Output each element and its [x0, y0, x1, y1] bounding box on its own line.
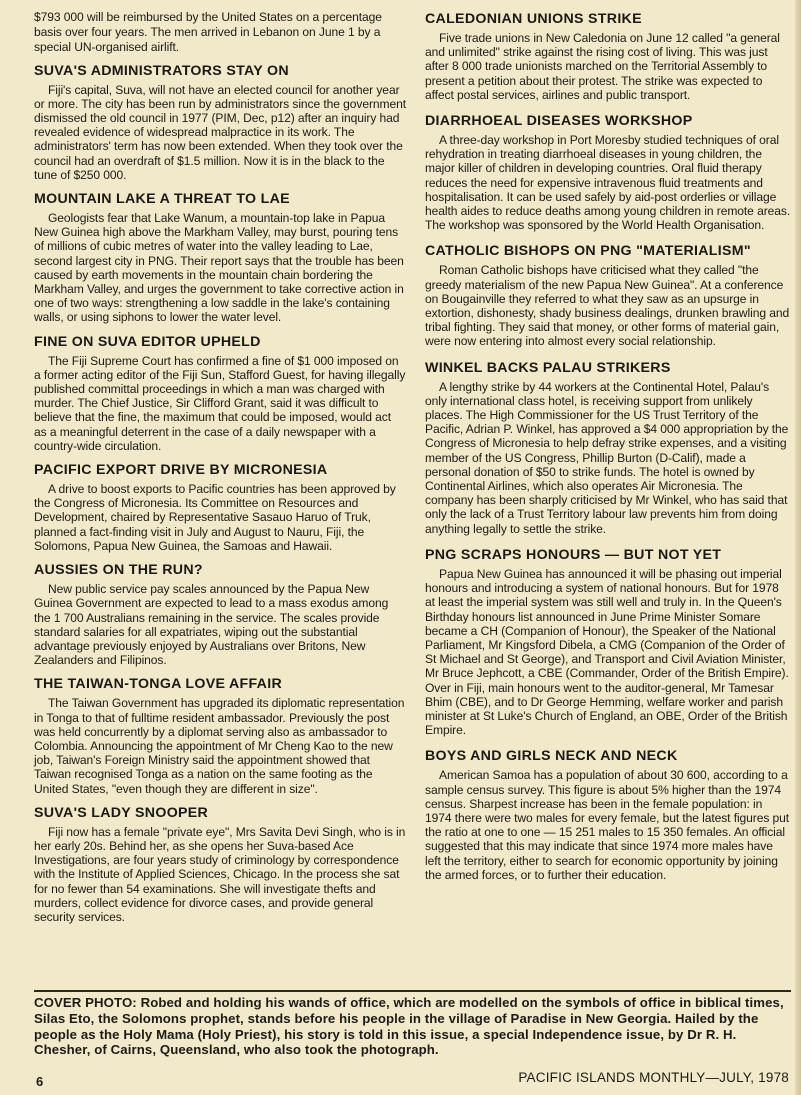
page-edge [795, 0, 801, 1095]
article-diarrhoeal-workshop [425, 112, 791, 232]
article-body: American Samoa has a population of about 30 600, according to a sample census survey. This figure is about 5% higher than the 1974 census. Sharpest increase has been in the female population: in 1974 there were two males for every female, but the latest figures put the ratio at one to one — 15 251 males to 15 350 females. An official suggested that this may indicate that since 1974 more males have left the territory, either to search for economic opportunity by joining the armed forces, or to further their education. [425, 768, 790, 882]
article-heading: MOUNTAIN LAKE A THREAT TO LAE [34, 191, 290, 208]
article-body: New public service pay scales announced by the Papua New Guinea Government are expected to lead to a mass exodus among the 1 700 Australians remaining in the service. The scales provide standard salaries for all expatriates, wiping out the substantial advantage previously enjoyed by Australians over Britons, New Zealanders and Filipinos. [34, 582, 389, 668]
article-taiwan-tonga [34, 675, 406, 795]
article-mountain-lake [34, 190, 406, 325]
article-heading: THE TAIWAN-TONGA LOVE AFFAIR [34, 676, 282, 693]
article-aussies-run [34, 561, 406, 667]
article-heading: FINE ON SUVA EDITOR UPHELD [34, 333, 261, 350]
article-suva-administrators [34, 62, 406, 182]
page-number: 6 [36, 1074, 44, 1089]
article-body: The Taiwan Government has upgraded its diplomatic representation in Tonga to that of fulltime resident ambassador. Previously the post was held concurrently by a diplomat serving also as ambassador to Colombia. Announcing the appointment of Mr Cheng Kao to the new job, Taiwan's Foreign Ministry said the appointment showed that Taiwan recognised Tonga as a nation on the same footing as the United States, "even though they are different in size". [34, 696, 405, 796]
article-body: Papua New Guinea has announced it will be phasing out imperial honours and introducing a system of national honours. But for 1978 at least the imperial system was still well and truly in. In the Queen's Birthday honours list announced in June Prime Minister Somare became a CH (Companion of Honour), the Speaker of the National Parliament, Mr Kingsford Dibela, a CMG (Companion of the Order of St Michael and St George), and Transport and Civil Aviation Minister, Mr Bruce Jephcott, a CBE (Commander, Order of the British Empire). Over in Fiji, main honours went to the auditor-general, Mr Tamesar Bhim (CBE), and to Dr George Hemming, welfare worker and parish minister at St Luke's Church of England, an OBE, Order of the British Empire. [425, 566, 789, 738]
article-caledonian-strike [425, 10, 791, 102]
article-heading: SUVA'S ADMINISTRATORS STAY ON [34, 62, 289, 79]
article-heading: CATHOLIC BISHOPS ON PNG "MATERIALISM" [425, 243, 751, 260]
article-png-honours [425, 546, 791, 737]
article-lady-snooper [34, 804, 406, 924]
article-body: Fiji now has a female "private eye", Mrs Savita Devi Singh, who is in her early 20s. Behind her, as she opens her Suva-based Ace Investigations, are four years study of criminology by correspondence with the Institute of Applied Sciences, Chicago. In the process she sat for no fewer than 54 examinations. She will investigate thefts and murders, collect evidence for divorce cases, and provide general security services. [34, 824, 406, 924]
article-heading: SUVA'S LADY SNOOPER [34, 804, 209, 821]
article-body: Fiji's capital, Suva, will not have an elected council for another year or more. The city has been run by administrators since the government dismissed the old council in 1977 (PIM, Dec, p12) after an inquiry had revealed evidence of widespread malpractice in its work. The administrators' term has now been extended. When they took over the council had an overdraft of $1.5 million. Now it is in the black to the tune of $250 000. [34, 82, 406, 182]
article-heading: DIARRHOEAL DISEASES WORKSHOP [425, 113, 693, 130]
right-column [425, 10, 791, 890]
article-body: The Fiji Supreme Court has confirmed a fine of $1 000 imposed on a former acting editor of the Fiji Sun, Stafford Guest, for having illegally published committal proceedings in which a man was charged with murder. The Chief Justice, Sir Clifford Grant, said it was difficult to believe that the fine, the maximum that could be imposed, would act as a meaningful deterrent in the case of a daily newspaper with a country-wide circulation. [34, 353, 406, 453]
cover-photo-caption: COVER PHOTO: Robed and holding his wands of office, which are modelled on the symbols of office in biblical times, Silas Eto, the Solomons prophet, stands before his people in the village of Paradise in New Georgia. Hailed by the people as the Holy Mama (Holy Priest), his story is told in this issue, a special Independence issue, by Dr R. H. Chesher, of Cairns, Queensland, who also took the photograph. [34, 995, 784, 1058]
article-heading: AUSSIES ON THE RUN? [34, 562, 203, 579]
article-winkel-palau [425, 359, 791, 536]
section-divider [34, 990, 791, 992]
article-heading: WINKEL BACKS PALAU STRIKERS [425, 359, 671, 376]
article-body: Five trade unions in New Caledonia on June 12 called "a general and unlimited" strike against the rising cost of living. This was just after 8 000 trade unionists marched on the Territorial Assembly to present a petition about their protest. The strike was expected to affect postal services, airlines and public transport. [425, 31, 780, 102]
article-body: Geologists fear that Lake Wanum, a mountain-top lake in Papua New Guinea high above the Markham Valley, may burst, pouring tens of millions of cubic metres of water into the valley leading to Lae, second largest city in PNG. Their report says that the trouble has been caused by earth movements in the mountain chain bordering the Markham Valley, and urges the government to take corrective action in one of two ways: strengthening a low saddle in the lake's containing walls, or using siphons to lower the water level. [34, 211, 404, 325]
article-boys-girls [425, 747, 791, 882]
article-body: Roman Catholic bishops have criticised what they called "the greedy materialism of the new Papua New Guinea". At a conference on Bougainville they referred to what they saw as an upsurge in extortion, dishonesty, shady business dealings, drunken brawling and tribal fighting. They said that money, or other forms of material gain, were now entering into almost every social relationship. [425, 263, 790, 349]
article-micronesia-export [34, 461, 406, 553]
article-body: A drive to boost exports to Pacific countries has been approved by the Congress of Micronesia. Its Committee on Resources and Development, chaired by Representative Sasauo Haruo of Truk, planned a fact-finding visit in July and August to Nauru, Fiji, the Solomons, Papua New Guinea, the Samoas and Hawaii. [34, 482, 396, 553]
magazine-footer: PACIFIC ISLANDS MONTHLY—JULY, 1978 [518, 1070, 789, 1085]
article-heading: PNG SCRAPS HONOURS — BUT NOT YET [425, 546, 722, 563]
article-heading: PACIFIC EXPORT DRIVE BY MICRONESIA [34, 462, 328, 479]
article-body: A lengthy strike by 44 workers at the Continental Hotel, Palau's only international class hotel, is receiving support from unlikely places. The High Commissioner for the US Trust Territory of the Pacific, Adrian P. Winkel, has approved a $4 000 appropriation by the Congress of Micronesia to help defray strike expenses, and a visiting member of the US Congress, Phillip Burton (D-Calif), made a personal donation of $50 to strike funds. The hotel is owned by Continental Airlines, which also operates Air Micronesia. The company has been sharply criticised by Mr Winkel, who has said that only the lack of a Trust Territory labour law prevents him from doing anything legally to settle the strike. [425, 379, 789, 536]
article-heading: CALEDONIAN UNIONS STRIKE [425, 11, 642, 27]
article-body: A three-day workshop in Port Moresby studied techniques of oral rehydration in treating diarrhoeal diseases in young children, the major killer of children in developing countries. Oral fluid therapy reduces the need for expensive intravenous fluid treatments and hospitalisation. It can be used safely by aid-post orderlies or village health aides to reduce deaths among young children in remote areas. The workshop was sponsored by the World Health Organisation. [425, 133, 791, 233]
left-column [34, 10, 406, 932]
article-catholic-bishops [425, 242, 791, 348]
continued-text: $793 000 will be reimbursed by the United States on a percentage basis over four years. The men arrived in Lebanon on June 1 by a special UN-organised airlift. [34, 10, 382, 55]
article-heading: BOYS AND GIRLS NECK AND NECK [425, 748, 678, 765]
article-suva-editor [34, 333, 406, 453]
